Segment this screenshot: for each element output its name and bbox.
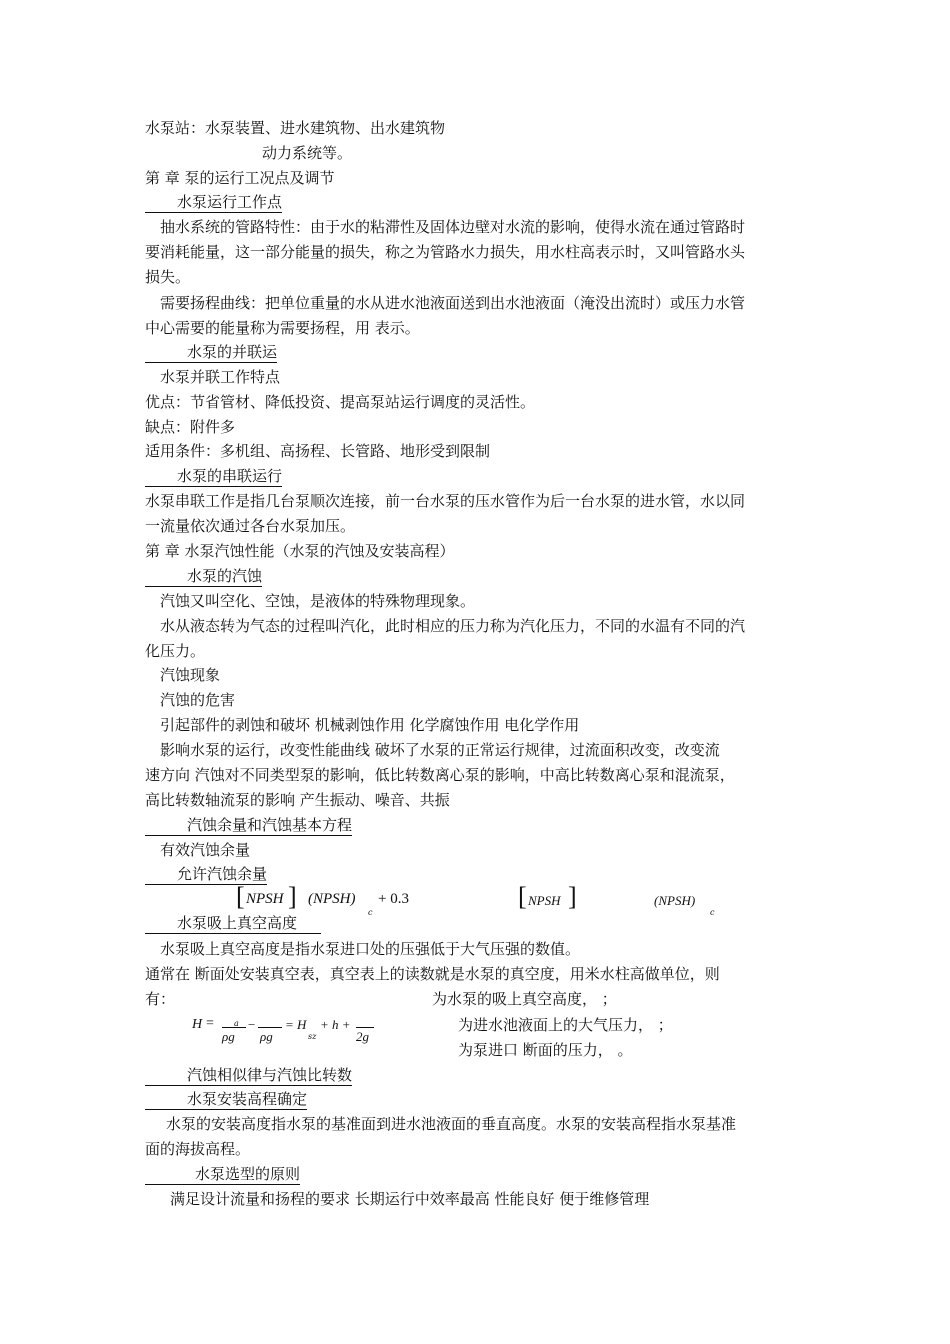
text-line: 影响水泵的运行，改变性能曲线 破坏了水泵的正常运行规律，过流面积改变，改变流 bbox=[160, 741, 720, 759]
section-heading: 汽蚀余量和汽蚀基本方程 bbox=[145, 816, 352, 836]
section-heading: 水泵选型的原则 bbox=[145, 1165, 300, 1185]
text-line: 一流量依次通过各台水泵加压。 bbox=[145, 517, 356, 535]
formula-term: + h + bbox=[320, 1017, 351, 1032]
text-line: 需要扬程曲线：把单位重量的水从进水池液面送到出水池液面（淹没出流时）或压力水管 bbox=[160, 294, 746, 312]
text-line: 有效汽蚀余量 bbox=[160, 841, 251, 859]
formula-term: NPSH bbox=[246, 891, 284, 907]
formula-operator: − bbox=[248, 1017, 256, 1032]
formula-subscript: a bbox=[234, 1019, 239, 1028]
formula-term: = H bbox=[285, 1017, 307, 1032]
formula-term: 2g bbox=[356, 1029, 369, 1044]
formula-term: NPSH bbox=[528, 893, 561, 908]
text-line: 水泵吸上真空高度是指水泵进口处的压强低于大气压强的数值。 bbox=[160, 940, 581, 958]
section-heading: 水泵的汽蚀 bbox=[145, 567, 262, 587]
formula-term: ρg bbox=[260, 1029, 273, 1044]
text-line: 水泵串联工作是指几台泵顺次连接，前一台水泵的压水管作为后一台水泵的进水管，水以同 bbox=[145, 492, 746, 510]
formula-term: ρg bbox=[222, 1029, 235, 1044]
formula-term: (NPSH) bbox=[308, 891, 356, 907]
text-line: 水泵的安装高度指水泵的基准面到进水池液面的垂直高度。水泵的安装高程指水泵基准 bbox=[166, 1115, 737, 1133]
formula-term: (NPSH) bbox=[654, 893, 696, 908]
section-heading: 允许汽蚀余量 bbox=[145, 865, 267, 885]
text-line: 适用条件：多机组、高扬程、长管路、地形受到限制 bbox=[145, 442, 491, 460]
text-line: 缺点：附件多 bbox=[145, 418, 236, 436]
text-line: 为进水池液面上的大气压力， ； bbox=[458, 1016, 673, 1034]
text-line: 动力系统等。 bbox=[262, 144, 353, 162]
text-line: 抽水系统的管路特性：由于水的粘滞性及固体边壁对水流的影响，使得水流在通过管路时 bbox=[160, 218, 746, 236]
bracket-right: ] bbox=[568, 882, 577, 911]
text-line: 为水泵的吸上真空高度， ； bbox=[432, 990, 617, 1008]
text-line: 中心需要的能量称为需要扬程，用 表示。 bbox=[145, 319, 420, 337]
text-line: 面的海拔高程。 bbox=[145, 1140, 251, 1158]
text-line: 速方向 汽蚀对不同类型泵的影响，低比转数离心泵的影响，中高比转数离心泵和混流泵， bbox=[145, 766, 735, 784]
formula-subscript: c bbox=[710, 908, 715, 917]
text-line: 满足设计流量和扬程的要求 长期运行中效率最高 性能良好 便于维修管理 bbox=[170, 1190, 650, 1208]
section-heading: 水泵安装高程确定 bbox=[145, 1090, 307, 1110]
formula-subscript: c bbox=[368, 908, 373, 917]
formula-term: + 0.3 bbox=[378, 891, 409, 907]
bracket-left: [ bbox=[236, 882, 245, 911]
fraction-bar bbox=[258, 1027, 282, 1028]
text-line: 汽蚀现象 bbox=[160, 666, 221, 684]
chapter-heading: 第 章 水泵汽蚀性能（水泵的汽蚀及安装高程） bbox=[145, 542, 455, 560]
text-line: 通常在 断面处安装真空表，真空表上的读数就是水泵的真空度，用米水柱高做单位，则 bbox=[145, 965, 720, 983]
fraction-bar bbox=[356, 1027, 374, 1028]
text-line: 水泵站：水泵装置、进水建筑物、出水建筑物 bbox=[145, 119, 446, 137]
chapter-heading: 第 章 泵的运行工况点及调节 bbox=[145, 169, 335, 187]
text-line: 高比转数轴流泵的影响 产生振动、噪音、共振 bbox=[145, 791, 450, 809]
text-line: 水泵并联工作特点 bbox=[160, 368, 281, 386]
text-line: 引起部件的剥蚀和破坏 机械剥蚀作用 化学腐蚀作用 电化学作用 bbox=[160, 716, 580, 734]
section-heading: 水泵的串联运行 bbox=[145, 467, 282, 487]
section-heading: 汽蚀相似律与汽蚀比转数 bbox=[145, 1066, 352, 1086]
text-line: 要消耗能量，这一部分能量的损失，称之为管路水力损失，用水柱高表示时，又叫管路水头 bbox=[145, 243, 746, 261]
bracket-right: ] bbox=[288, 882, 297, 911]
text-line: 为泵进口 断面的压力， 。 bbox=[458, 1041, 633, 1059]
text-line: 损失。 bbox=[145, 268, 191, 286]
text-line: 化压力。 bbox=[145, 642, 206, 660]
text-line: 汽蚀的危害 bbox=[160, 691, 236, 709]
bracket-left: [ bbox=[518, 882, 527, 911]
text-line: 有： bbox=[145, 990, 176, 1008]
formula-term: H bbox=[192, 1017, 203, 1032]
formula-subscript: sz bbox=[308, 1032, 317, 1041]
text-line: 汽蚀又叫空化、空蚀，是液体的特殊物理现象。 bbox=[160, 592, 476, 610]
formula-operator: = bbox=[206, 1016, 214, 1031]
section-heading: 水泵的并联运 bbox=[145, 343, 277, 363]
section-heading: 水泵吸上真空高度 bbox=[145, 914, 321, 934]
text-line: 水从液态转为气态的过程叫汽化，此时相应的压力称为汽化压力，不同的水温有不同的汽 bbox=[160, 617, 746, 635]
section-heading: 水泵运行工作点 bbox=[145, 193, 282, 213]
text-line: 优点：节省管材、降低投资、提高泵站运行调度的灵活性。 bbox=[145, 393, 536, 411]
